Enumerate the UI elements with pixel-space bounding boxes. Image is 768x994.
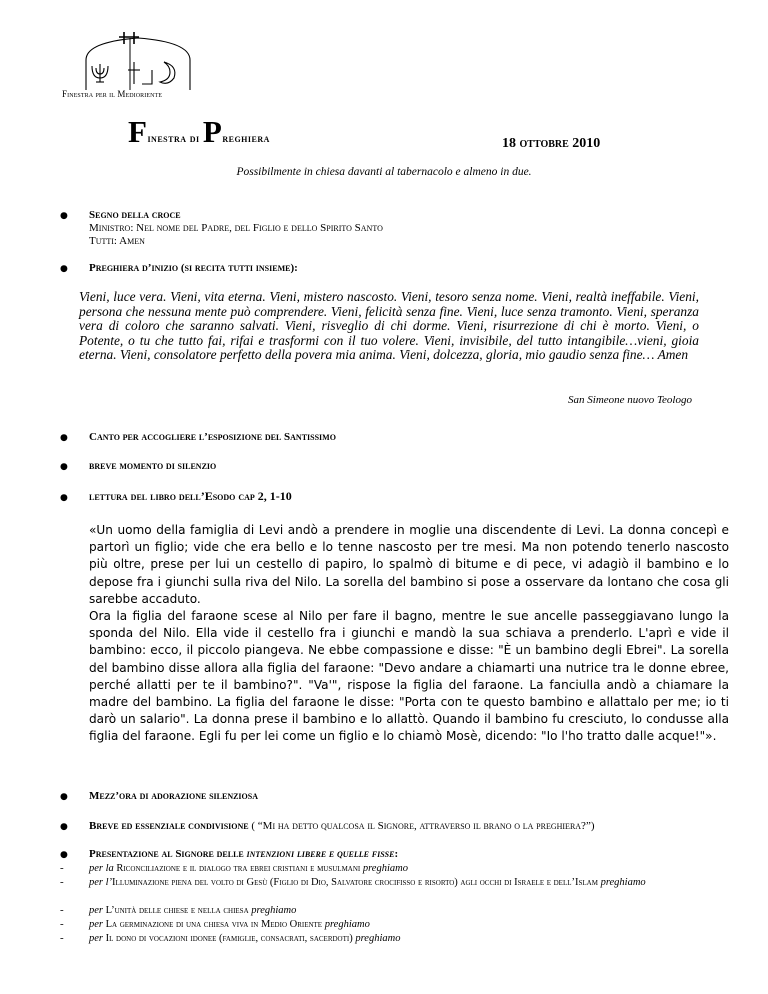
- bullet-icon: ●: [60, 493, 68, 503]
- bullet-icon: ●: [60, 792, 68, 802]
- section-heading: Mezz’ora di adorazione silenziosa: [89, 790, 258, 802]
- dash-marker: -: [60, 904, 64, 916]
- dash-marker: -: [60, 876, 64, 888]
- section-heading: lettura del libro dell’Esodo cap 2, 1-10: [89, 489, 292, 503]
- condivisione-question: ( “Mi ha detto qualcosa il Signore, attraverso il brano o la preghiera?”): [251, 820, 595, 832]
- section-heading: Presentazione al Signore delle intenzioni libere e quelle fisse:: [89, 848, 399, 860]
- date: 18 ottobre 2010: [502, 136, 601, 151]
- logo-emblem: [78, 30, 198, 92]
- section-heading: Canto per accogliere l’esposizione del Santissimo: [89, 431, 336, 443]
- reading-paragraph: «Un uomo della famiglia di Levi andò a prendere in moglie una discendente di Levi. La donna concepì e partorì un figlio; vide che era bello e lo tenne nascosto per tre mesi. Ma non potendo tenerlo nascosto più oltre, prese per lui un cestello di papiro, lo spalmò di bitume e di pece, vi adagiò il bambino e lo depose fra i giunchi sulla riva del Nilo. La sorella del bambino si pose a osservare da lontano che cosa gli sarebbe accaduto.: [89, 523, 729, 606]
- section-heading: breve momento di silenzio: [89, 460, 217, 472]
- dash-marker: -: [60, 932, 64, 944]
- bullet-icon: ●: [60, 211, 68, 221]
- intention-item: per Il dono di vocazioni idonee (famiglie, consacrati, sacerdoti) preghiamo: [89, 933, 401, 944]
- bullet-icon: ●: [60, 850, 68, 860]
- segno-line: Ministro: Nel nome del Padre, del Figlio e dello Spirito Santo: [89, 222, 383, 234]
- dash-marker: -: [60, 862, 64, 874]
- page-title: Finestra di Preghiera: [128, 114, 270, 149]
- bullet-icon: ●: [60, 433, 68, 443]
- section-heading: Segno della croce: [89, 209, 181, 221]
- section-heading: Preghiera d’inizio (si recita tutti insieme):: [89, 262, 298, 274]
- condivisione-block: [89, 820, 729, 833]
- logo-caption: Finestra per il Medioriente: [62, 89, 163, 99]
- section-heading: Breve ed essenziale condivisione: [89, 820, 249, 832]
- bullet-icon: ●: [60, 462, 68, 472]
- intention-item: per L’unità delle chiese e nella chiesa preghiamo: [89, 905, 297, 916]
- segno-line: Tutti: Amen: [89, 235, 145, 247]
- prayer-text: Vieni, luce vera. Vieni, vita eterna. Vieni, mistero nascosto. Vieni, tesoro senza nome. Vieni, realtà ineffabile. Vieni, persona che nessuna mente può comprendere. Vieni, felicità senza fine. Vieni, luce senza tramonto. Vieni, speranza vera di coloro che saranno salvati. Vieni, risveglio di chi dorme. Vieni, risurrezione di chi è morto. Vieni, o Potente, o tu che tutto fai, rifai e trasformi con il tuo volere. Vieni, invisibile, del tutto intangibile…vieni, gioia eterna. Vieni, consolatore perfetto della povera mia anima. Vieni, dolcezza, gloria, mio gaudio senza fine… Amen: [79, 289, 699, 363]
- bullet-icon: ●: [60, 264, 68, 274]
- bullet-icon: ●: [60, 822, 68, 832]
- intention-item: per l’Illuminazione piena del volto di Gesù (Figlio di Dio, Salvatore crocifisso e risorto) agli occhi di Israele e dell’Islam preghiamo: [89, 877, 646, 888]
- subtitle: Possibilmente in chiesa davanti al tabernacolo e almeno in due.: [236, 166, 532, 178]
- reading-paragraph: Ora la figlia del faraone scese al Nilo per fare il bagno, mentre le sue ancelle passeggiavano lungo la sponda del Nilo. Ella vide il cestello fra i giunchi e mandò la sua schiava a prenderlo. L'aprì e vide il bambino: ecco, il piccolo piangeva. Ne ebbe compassione e disse: "È un bambino degli Ebrei". La sorella del bambino disse allora alla figlia del faraone: "Devo andare a chiamarti una nutrice tra le donne ebree, perché allatti per te il bambino?". "Va'", rispose la figlia del faraone. La fanciulla andò a chiamare la madre del bambino. La figlia del faraone le disse: "Porta con te questo bambino e allattalo per me; io ti darò un salario". La donna prese il bambino e lo allattò. Quando il bambino fu cresciuto, lo condusse alla figlia del faraone. Egli fu per lei come un figlio e lo chiamò Mosè, dicendo: "Io l'ho tratto dalle acque!"».: [89, 609, 729, 744]
- dash-marker: -: [60, 918, 64, 930]
- intention-item: per La germinazione di una chiesa viva in Medio Oriente preghiamo: [89, 919, 370, 930]
- prayer-author: San Simeone nuovo Teologo: [568, 394, 692, 406]
- reading-text: [89, 522, 729, 746]
- intention-item: per la Riconciliazione e il dialogo tra ebrei cristiani e musulmani preghiamo: [89, 863, 408, 874]
